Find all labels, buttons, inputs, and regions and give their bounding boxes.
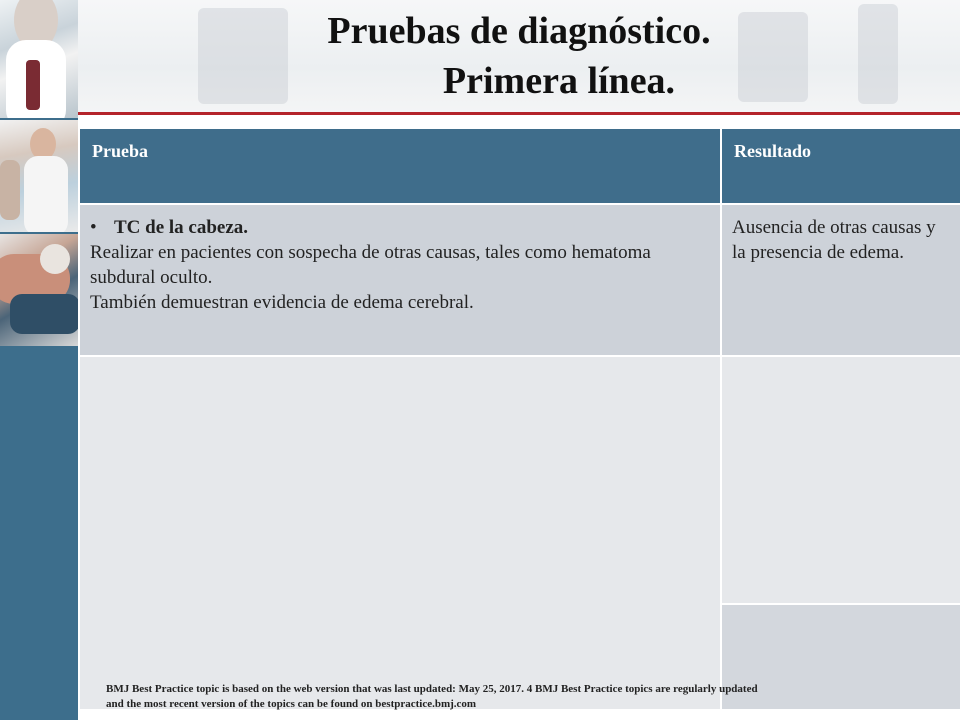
column-header-result-label: Resultado [734,141,812,161]
diagnostic-table [78,127,960,711]
column-header-result [721,128,960,204]
slide-title [78,6,960,106]
footnote-line-1: BMJ Best Practice topic is based on the web version that was last updated: May 25, 2017. 4 BMJ Best Practice topics are regularly updated [106,683,758,695]
test-cell [79,204,721,356]
empty-test-cell [79,356,721,710]
doctor-photo [0,0,78,118]
bullet-icon: • [90,217,97,238]
empty-result-cell [721,356,960,604]
title-divider [78,112,960,115]
title-line-1: Pruebas de diagnóstico. [327,10,711,52]
blood-pressure-photo [0,234,78,346]
test-detail-1: Realizar en pacientes con sospecha de otras causas, tales como hematoma subdural oculto. [90,242,651,288]
footnote-line-2: and the most recent version of the topics can be found on bestpractice.bmj.com [106,698,477,710]
title-line-2: Primera línea. [442,60,676,102]
table-row [79,204,960,356]
table-row-empty [79,356,960,604]
column-header-test-label: Prueba [92,141,148,161]
left-photo-strip [0,0,78,720]
table-header-row [79,128,960,204]
source-footnote [106,682,926,712]
result-text: Ausencia de otras causas y la presencia de edema. [732,217,936,263]
test-detail-2: También demuestran evidencia de edema cerebral. [90,292,474,313]
physician-photo [0,120,78,232]
result-cell [721,204,960,356]
test-bullet [90,215,710,240]
test-name: TC de la cabeza. [114,217,249,238]
column-header-test [79,128,721,204]
